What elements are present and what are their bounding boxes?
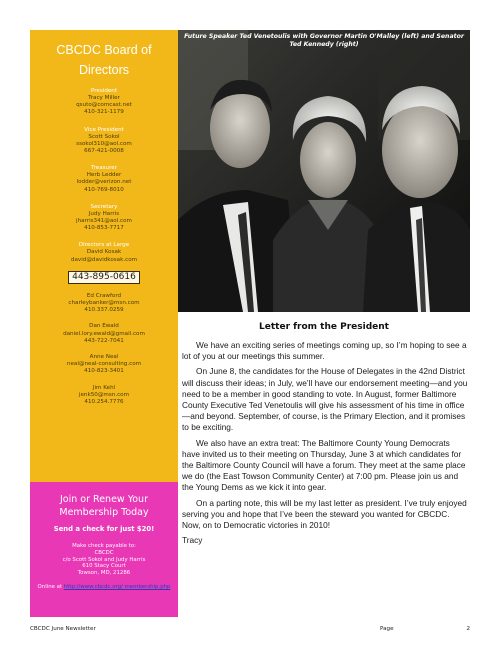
officer-email: jharris341@aol.com	[76, 218, 132, 225]
board-sidebar	[30, 30, 178, 482]
director-phone-highlighted: 443-895-0616	[68, 271, 140, 284]
director-email: charleybanker@msn.com	[68, 300, 140, 307]
promo-title: Join or Renew Your Membership Today	[59, 494, 149, 518]
officer-phone: 410-321-1179	[84, 109, 124, 116]
promo-subtitle: Send a check for just $20!	[53, 525, 155, 533]
officer-name: Herb Ledder	[86, 172, 122, 179]
officer-name: Judy Harris	[88, 210, 120, 217]
promo-address-line: CBCDC	[94, 549, 114, 556]
director-name: Jim Kehl	[92, 384, 116, 391]
officer-role: President	[90, 88, 118, 94]
photo-caption: Future Speaker Ted Venetoulis with Governor Martin O'Malley (left) and Senator Ted Kennedy (right)	[184, 33, 464, 48]
director-phone: 410.337.0259	[84, 307, 124, 314]
footer-newsletter-name: CBCDC June Newsletter	[30, 626, 96, 632]
director-entry	[30, 323, 178, 345]
membership-link[interactable]: http://www.cbcdc.org/ membership.php	[63, 583, 171, 590]
director-entry	[30, 354, 178, 376]
director-phone: 410-823-3401	[84, 368, 124, 375]
photo-figure	[178, 30, 470, 312]
letter-title: Letter from the President	[259, 322, 389, 332]
page-footer	[30, 626, 470, 638]
footer-page-label: Page	[380, 626, 394, 632]
promo-online-prefix: Online at	[37, 583, 64, 590]
director-name: Anne Neal	[89, 354, 119, 361]
director-phone: 410.254.7776	[84, 399, 124, 406]
director-email: daniel.lory.ewald@gmail.com	[63, 330, 145, 337]
letter-signature: Tracy	[182, 535, 203, 546]
letter-paragraph: We have an exciting series of meetings coming up, so I’m hoping to see a lot of you at our meetings this summer.	[182, 340, 467, 362]
letter-paragraph: On a parting note, this will be my last letter as president. I’ve truly enjoyed serving you and hope that I’ve been the steward you wanted for CBCDC. Now, on to Democratic victories in 2010!	[182, 497, 467, 531]
officer-role: Treasurer	[90, 165, 118, 172]
directors-heading: Directors at Large	[78, 242, 130, 249]
director-name: David Kosak	[86, 249, 122, 256]
director-name: Dan Ewald	[89, 323, 119, 330]
officer-secretary	[30, 204, 178, 233]
board-title: CBCDC Board of Directors	[56, 43, 152, 77]
officer-president	[30, 88, 178, 117]
director-phone: 443-722-7041	[84, 337, 124, 344]
officer-treasurer	[30, 165, 178, 194]
director-name: Ed Crawford	[86, 292, 122, 299]
promo-address-line: c/o Scott Sokol and Judy Harris	[62, 556, 146, 563]
director-entry	[30, 249, 178, 283]
officer-phone: 667-421-0008	[84, 148, 124, 155]
officer-vice-president	[30, 127, 178, 156]
officer-role: Vice President	[84, 126, 124, 133]
officer-email: ssokol310@aol.com	[76, 140, 132, 147]
promo-address-line: Make check payable to:	[72, 543, 136, 549]
officer-email: qsuto@comcast.net	[76, 102, 132, 109]
director-email: jenk50@msn.com	[78, 391, 130, 398]
group-photo-image	[178, 30, 470, 312]
letter-paragraph: We also have an extra treat: The Baltimore County Young Democrats have invited us to their meeting on Thursday, June 3 at which candidates for the Baltimore County Council will have a forum. They meet at the same place we do (the East Towson Community Center) at 7:00 pm. Please join us and the Young Dems as we kick it into gear.	[182, 437, 466, 493]
promo-address-line: Towson, MD, 21286	[77, 570, 131, 577]
director-email: neal@neal-consulting.com	[66, 361, 142, 368]
director-entry	[30, 293, 178, 315]
letter-body	[182, 340, 470, 550]
officer-name: Tracy Miller	[88, 95, 120, 101]
officer-role: Secretary	[90, 203, 118, 210]
officer-phone: 410-769-8010	[84, 186, 124, 193]
officer-email: lodder@verizon.net	[76, 179, 132, 186]
promo-address-line: 610 Stacy Court	[82, 563, 126, 570]
letter-paragraph: On June 8, the candidates for the House of Delegates in the 42nd District will discuss their ideas; in July, we’ll have our endorsement meeting—and you need to be a member in good standing to vote. In August, former Baltimore County Executive Ted Venetoulis will give his assessment of his time in office—and beyond. September, of course, is the Primary Election, and it promises to be exciting.	[182, 366, 468, 433]
director-email: david@davidkosak.com	[70, 256, 138, 263]
officer-phone: 410-853-7717	[84, 225, 124, 232]
promo-online	[30, 584, 178, 591]
officer-name: Scott Sokol	[88, 133, 120, 140]
footer-page-number: 2	[466, 626, 470, 632]
director-entry	[30, 385, 178, 407]
membership-promo	[30, 482, 178, 617]
